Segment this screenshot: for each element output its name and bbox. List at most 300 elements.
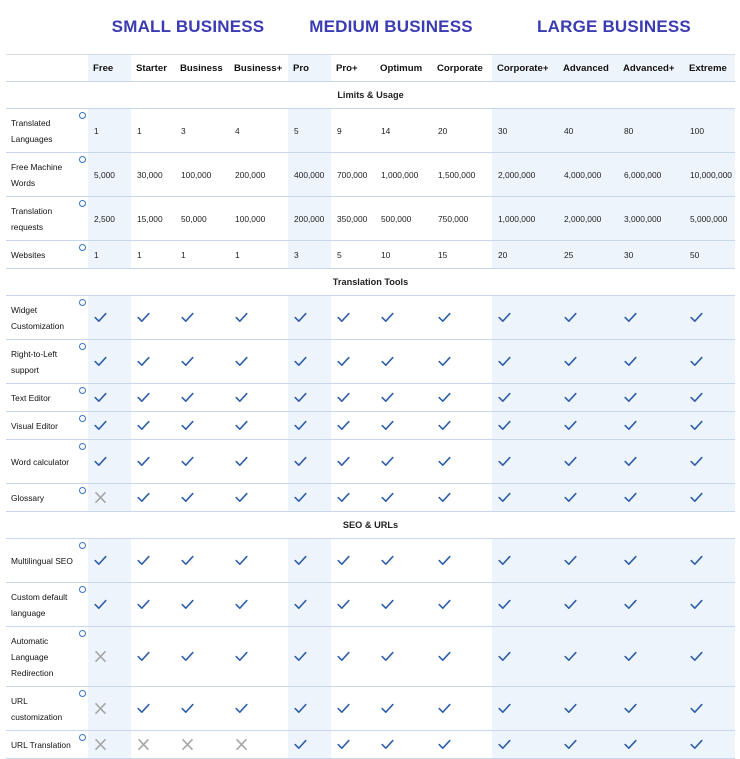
value-cell-free — [88, 484, 131, 512]
value-cell-advanced — [618, 384, 684, 412]
feature-row-translation-requests — [6, 197, 735, 241]
value-cell-advanced — [618, 484, 684, 512]
value-cell-starter — [131, 484, 175, 512]
value-cell-free: 5,000 — [88, 153, 131, 197]
value-cell-business: 4 — [229, 109, 288, 153]
value-cell-pro: 3 — [288, 241, 331, 269]
value-cell-starter — [131, 340, 175, 384]
value-cell-pro — [288, 539, 331, 583]
info-icon[interactable] — [79, 415, 86, 422]
value-cell-business — [175, 412, 229, 440]
value-cell-optimum — [375, 296, 432, 340]
value-cell-business — [229, 340, 288, 384]
cross-icon — [235, 739, 248, 750]
checkmark-icon — [498, 392, 511, 403]
value-cell-starter — [131, 583, 175, 627]
checkmark-icon — [690, 739, 703, 750]
plan-name-corporate: Corporate+ — [492, 55, 558, 82]
value-cell-starter: 15,000 — [131, 197, 175, 241]
value-cell-advanced — [558, 731, 618, 759]
value-cell-business — [175, 627, 229, 687]
value-cell-pro: 5 — [331, 241, 375, 269]
info-icon[interactable] — [79, 244, 86, 251]
value-cell-free — [88, 384, 131, 412]
value-cell-pro — [288, 687, 331, 731]
value-cell-business — [229, 484, 288, 512]
value-cell-advanced — [618, 583, 684, 627]
checkmark-icon — [235, 420, 248, 431]
checkmark-icon — [381, 555, 394, 566]
value-cell-corporate — [492, 412, 558, 440]
checkmark-icon — [498, 356, 511, 367]
section-title: SEO & URLs — [6, 512, 735, 539]
checkmark-icon — [624, 392, 637, 403]
checkmark-icon — [235, 456, 248, 467]
value-cell-starter — [131, 627, 175, 687]
checkmark-icon — [498, 420, 511, 431]
checkmark-icon — [137, 492, 150, 503]
cross-icon — [181, 739, 194, 750]
feature-label: Websites — [11, 249, 46, 260]
info-icon[interactable] — [79, 630, 86, 637]
feature-label-cell — [6, 539, 88, 583]
cross-icon — [94, 651, 107, 662]
checkmark-icon — [381, 392, 394, 403]
checkmark-icon — [294, 420, 307, 431]
value-cell-business — [229, 539, 288, 583]
value-cell-starter — [131, 539, 175, 583]
feature-row-glossary — [6, 484, 735, 512]
checkmark-icon — [337, 739, 350, 750]
value-cell-advanced — [558, 412, 618, 440]
value-cell-advanced: 25 — [558, 241, 618, 269]
value-cell-corporate — [492, 731, 558, 759]
value-cell-business — [175, 539, 229, 583]
value-cell-advanced — [558, 340, 618, 384]
value-cell-pro: 200,000 — [288, 197, 331, 241]
info-icon[interactable] — [79, 690, 86, 697]
value-cell-pro — [288, 484, 331, 512]
value-cell-optimum — [375, 583, 432, 627]
checkmark-icon — [624, 456, 637, 467]
value-cell-business — [175, 384, 229, 412]
info-icon[interactable] — [79, 586, 86, 593]
value-cell-optimum — [375, 484, 432, 512]
info-icon[interactable] — [79, 443, 86, 450]
feature-row-text-editor — [6, 384, 735, 412]
checkmark-icon — [624, 703, 637, 714]
value-cell-extreme — [684, 687, 735, 731]
checkmark-icon — [438, 555, 451, 566]
checkmark-icon — [294, 392, 307, 403]
value-cell-pro — [331, 412, 375, 440]
section-title: Limits & Usage — [6, 82, 735, 109]
value-cell-corporate — [492, 583, 558, 627]
value-cell-extreme: 10,000,000 — [684, 153, 735, 197]
value-cell-advanced — [618, 296, 684, 340]
value-cell-extreme — [684, 731, 735, 759]
value-cell-advanced — [618, 539, 684, 583]
value-cell-business — [175, 731, 229, 759]
plan-name-pro: Pro — [288, 55, 331, 82]
plan-group-header — [0, 0, 740, 54]
value-cell-corporate: 20 — [432, 109, 492, 153]
value-cell-extreme — [684, 484, 735, 512]
value-cell-business: 3 — [175, 109, 229, 153]
feature-label: Glossary — [11, 492, 45, 503]
feature-label-cell — [6, 296, 88, 340]
value-cell-corporate — [432, 484, 492, 512]
checkmark-icon — [181, 599, 194, 610]
feature-row-url-customization — [6, 687, 735, 731]
checkmark-icon — [94, 555, 107, 566]
value-cell-corporate — [492, 687, 558, 731]
value-cell-business — [175, 583, 229, 627]
value-cell-corporate — [432, 440, 492, 484]
value-cell-corporate: 750,000 — [432, 197, 492, 241]
feature-label: Multilingual SEO — [11, 555, 73, 566]
value-cell-free: 2,500 — [88, 197, 131, 241]
value-cell-optimum — [375, 384, 432, 412]
checkmark-icon — [294, 739, 307, 750]
checkmark-icon — [235, 356, 248, 367]
checkmark-icon — [624, 739, 637, 750]
value-cell-pro: 5 — [288, 109, 331, 153]
value-cell-corporate: 1,500,000 — [432, 153, 492, 197]
value-cell-corporate — [432, 384, 492, 412]
checkmark-icon — [564, 599, 577, 610]
value-cell-free — [88, 412, 131, 440]
checkmark-icon — [438, 312, 451, 323]
value-cell-advanced — [558, 583, 618, 627]
checkmark-icon — [498, 599, 511, 610]
value-cell-advanced: 2,000,000 — [558, 197, 618, 241]
feature-label-cell — [6, 412, 88, 440]
value-cell-advanced: 30 — [618, 241, 684, 269]
checkmark-icon — [564, 456, 577, 467]
group-title-medium-business: MEDIUM BUSINESS — [309, 17, 473, 36]
value-cell-pro: 9 — [331, 109, 375, 153]
value-cell-extreme: 50 — [684, 241, 735, 269]
info-icon[interactable] — [79, 387, 86, 394]
value-cell-advanced — [558, 296, 618, 340]
checkmark-icon — [294, 312, 307, 323]
value-cell-pro: 400,000 — [288, 153, 331, 197]
value-cell-pro — [288, 731, 331, 759]
checkmark-icon — [137, 555, 150, 566]
checkmark-icon — [564, 492, 577, 503]
feature-label: Visual Editor — [11, 420, 58, 431]
feature-row-multilingual-seo — [6, 539, 735, 583]
value-cell-business — [229, 583, 288, 627]
checkmark-icon — [381, 456, 394, 467]
value-cell-extreme — [684, 539, 735, 583]
feature-row-custom-default-language — [6, 583, 735, 627]
value-cell-corporate — [492, 627, 558, 687]
value-cell-business: 200,000 — [229, 153, 288, 197]
value-cell-pro: 350,000 — [331, 197, 375, 241]
checkmark-icon — [690, 356, 703, 367]
section-header-seo-urls — [6, 512, 735, 539]
checkmark-icon — [498, 312, 511, 323]
value-cell-corporate — [432, 731, 492, 759]
checkmark-icon — [235, 392, 248, 403]
plan-name-optimum: Optimum — [375, 55, 432, 82]
checkmark-icon — [624, 555, 637, 566]
feature-row-translated-languages — [6, 109, 735, 153]
feature-row-automatic-language-redirection — [6, 627, 735, 687]
value-cell-starter — [131, 412, 175, 440]
checkmark-icon — [381, 739, 394, 750]
checkmark-icon — [337, 555, 350, 566]
checkmark-icon — [94, 356, 107, 367]
feature-row-free-machine-words — [6, 153, 735, 197]
value-cell-advanced — [618, 412, 684, 440]
feature-label: Automatic Language Redirection — [11, 635, 54, 678]
checkmark-icon — [337, 420, 350, 431]
section-header-limits-usage — [6, 82, 735, 109]
checkmark-icon — [498, 492, 511, 503]
value-cell-advanced: 80 — [618, 109, 684, 153]
feature-label-cell — [6, 627, 88, 687]
value-cell-extreme — [684, 340, 735, 384]
checkmark-icon — [337, 312, 350, 323]
value-cell-extreme: 100 — [684, 109, 735, 153]
checkmark-icon — [181, 492, 194, 503]
value-cell-corporate — [432, 340, 492, 384]
checkmark-icon — [137, 456, 150, 467]
checkmark-icon — [498, 555, 511, 566]
checkmark-icon — [381, 312, 394, 323]
feature-row-word-calculator — [6, 440, 735, 484]
value-cell-corporate — [492, 539, 558, 583]
value-cell-pro — [331, 384, 375, 412]
checkmark-icon — [235, 599, 248, 610]
info-icon[interactable] — [79, 343, 86, 350]
value-cell-optimum — [375, 539, 432, 583]
feature-row-widget-customization — [6, 296, 735, 340]
value-cell-advanced — [618, 340, 684, 384]
checkmark-icon — [94, 312, 107, 323]
checkmark-icon — [337, 599, 350, 610]
feature-label: URL customization — [11, 695, 63, 722]
value-cell-optimum: 14 — [375, 109, 432, 153]
checkmark-icon — [564, 703, 577, 714]
checkmark-icon — [137, 599, 150, 610]
value-cell-pro — [288, 296, 331, 340]
checkmark-icon — [137, 356, 150, 367]
value-cell-advanced — [558, 384, 618, 412]
feature-row-websites — [6, 241, 735, 269]
value-cell-free — [88, 687, 131, 731]
value-cell-business: 100,000 — [175, 153, 229, 197]
checkmark-icon — [624, 420, 637, 431]
value-cell-starter: 1 — [131, 109, 175, 153]
feature-row-visual-editor — [6, 412, 735, 440]
value-cell-corporate: 30 — [492, 109, 558, 153]
value-cell-optimum — [375, 440, 432, 484]
info-icon[interactable] — [79, 299, 86, 306]
checkmark-icon — [690, 492, 703, 503]
checkmark-icon — [438, 456, 451, 467]
value-cell-free — [88, 583, 131, 627]
checkmark-icon — [337, 392, 350, 403]
value-cell-free — [88, 296, 131, 340]
checkmark-icon — [438, 703, 451, 714]
info-icon[interactable] — [79, 200, 86, 207]
feature-label-cell — [6, 484, 88, 512]
value-cell-corporate: 20 — [492, 241, 558, 269]
info-icon[interactable] — [79, 487, 86, 494]
feature-label-cell — [6, 731, 88, 759]
value-cell-pro — [331, 484, 375, 512]
checkmark-icon — [337, 492, 350, 503]
value-cell-pro — [288, 583, 331, 627]
checkmark-icon — [624, 312, 637, 323]
value-cell-optimum: 1,000,000 — [375, 153, 432, 197]
value-cell-advanced — [558, 440, 618, 484]
value-cell-business — [175, 340, 229, 384]
feature-label-cell — [6, 440, 88, 484]
checkmark-icon — [137, 651, 150, 662]
checkmark-icon — [235, 492, 248, 503]
checkmark-icon — [690, 599, 703, 610]
info-icon[interactable] — [79, 542, 86, 549]
checkmark-icon — [498, 651, 511, 662]
value-cell-free — [88, 539, 131, 583]
checkmark-icon — [564, 312, 577, 323]
value-cell-optimum — [375, 412, 432, 440]
feature-label-cell — [6, 687, 88, 731]
checkmark-icon — [181, 356, 194, 367]
feature-label: Translated Languages — [11, 117, 53, 144]
value-cell-pro — [288, 340, 331, 384]
value-cell-free: 1 — [88, 241, 131, 269]
feature-label-cell — [6, 583, 88, 627]
feature-label-cell — [6, 153, 88, 197]
value-cell-optimum: 10 — [375, 241, 432, 269]
value-cell-advanced — [618, 440, 684, 484]
checkmark-icon — [438, 492, 451, 503]
value-cell-pro — [288, 627, 331, 687]
checkmark-icon — [137, 420, 150, 431]
value-cell-starter — [131, 731, 175, 759]
value-cell-extreme — [684, 296, 735, 340]
checkmark-icon — [94, 392, 107, 403]
value-cell-corporate — [492, 440, 558, 484]
value-cell-starter: 30,000 — [131, 153, 175, 197]
value-cell-pro — [331, 539, 375, 583]
checkmark-icon — [181, 392, 194, 403]
value-cell-pro — [288, 440, 331, 484]
feature-label-cell — [6, 340, 88, 384]
value-cell-business — [175, 484, 229, 512]
value-cell-advanced: 40 — [558, 109, 618, 153]
checkmark-icon — [564, 356, 577, 367]
value-cell-extreme — [684, 627, 735, 687]
value-cell-optimum — [375, 687, 432, 731]
checkmark-icon — [564, 392, 577, 403]
feature-label: Custom default language — [11, 591, 68, 618]
value-cell-pro — [331, 731, 375, 759]
value-cell-business: 50,000 — [175, 197, 229, 241]
value-cell-advanced — [618, 731, 684, 759]
info-icon[interactable] — [79, 112, 86, 119]
plan-name-business: Business — [175, 55, 229, 82]
checkmark-icon — [690, 555, 703, 566]
value-cell-starter — [131, 440, 175, 484]
value-cell-advanced — [618, 687, 684, 731]
checkmark-icon — [235, 703, 248, 714]
value-cell-free — [88, 440, 131, 484]
checkmark-icon — [337, 651, 350, 662]
checkmark-icon — [235, 312, 248, 323]
value-cell-advanced — [558, 484, 618, 512]
feature-label-cell — [6, 241, 88, 269]
value-cell-pro — [331, 583, 375, 627]
value-cell-business — [229, 384, 288, 412]
value-cell-free — [88, 731, 131, 759]
plan-name-corporate: Corporate — [432, 55, 492, 82]
feature-label-cell — [6, 384, 88, 412]
checkmark-icon — [438, 651, 451, 662]
plan-name-business: Business+ — [229, 55, 288, 82]
value-cell-corporate — [432, 412, 492, 440]
checkmark-icon — [498, 456, 511, 467]
value-cell-advanced: 6,000,000 — [618, 153, 684, 197]
plan-name-pro: Pro+ — [331, 55, 375, 82]
checkmark-icon — [181, 420, 194, 431]
checkmark-icon — [690, 703, 703, 714]
checkmark-icon — [137, 703, 150, 714]
checkmark-icon — [337, 356, 350, 367]
value-cell-pro — [288, 412, 331, 440]
value-cell-pro — [331, 340, 375, 384]
info-icon[interactable] — [79, 734, 86, 741]
header-corner — [6, 55, 88, 82]
feature-label: Free Machine Words — [11, 161, 63, 188]
value-cell-advanced — [618, 627, 684, 687]
value-cell-corporate: 15 — [432, 241, 492, 269]
checkmark-icon — [381, 356, 394, 367]
value-cell-business — [229, 412, 288, 440]
checkmark-icon — [381, 703, 394, 714]
value-cell-extreme — [684, 412, 735, 440]
value-cell-corporate — [492, 340, 558, 384]
checkmark-icon — [438, 739, 451, 750]
feature-label-cell — [6, 197, 88, 241]
checkmark-icon — [137, 392, 150, 403]
checkmark-icon — [181, 456, 194, 467]
value-cell-corporate: 2,000,000 — [492, 153, 558, 197]
cross-icon — [94, 703, 107, 714]
checkmark-icon — [690, 312, 703, 323]
feature-label: URL Translation — [11, 739, 71, 750]
value-cell-starter — [131, 687, 175, 731]
feature-label-cell — [6, 109, 88, 153]
checkmark-icon — [235, 555, 248, 566]
value-cell-business — [229, 627, 288, 687]
value-cell-pro — [331, 296, 375, 340]
checkmark-icon — [624, 599, 637, 610]
plan-name-advanced: Advanced — [558, 55, 618, 82]
value-cell-extreme — [684, 440, 735, 484]
checkmark-icon — [690, 392, 703, 403]
value-cell-corporate: 1,000,000 — [492, 197, 558, 241]
info-icon[interactable] — [79, 156, 86, 163]
checkmark-icon — [498, 703, 511, 714]
checkmark-icon — [624, 492, 637, 503]
